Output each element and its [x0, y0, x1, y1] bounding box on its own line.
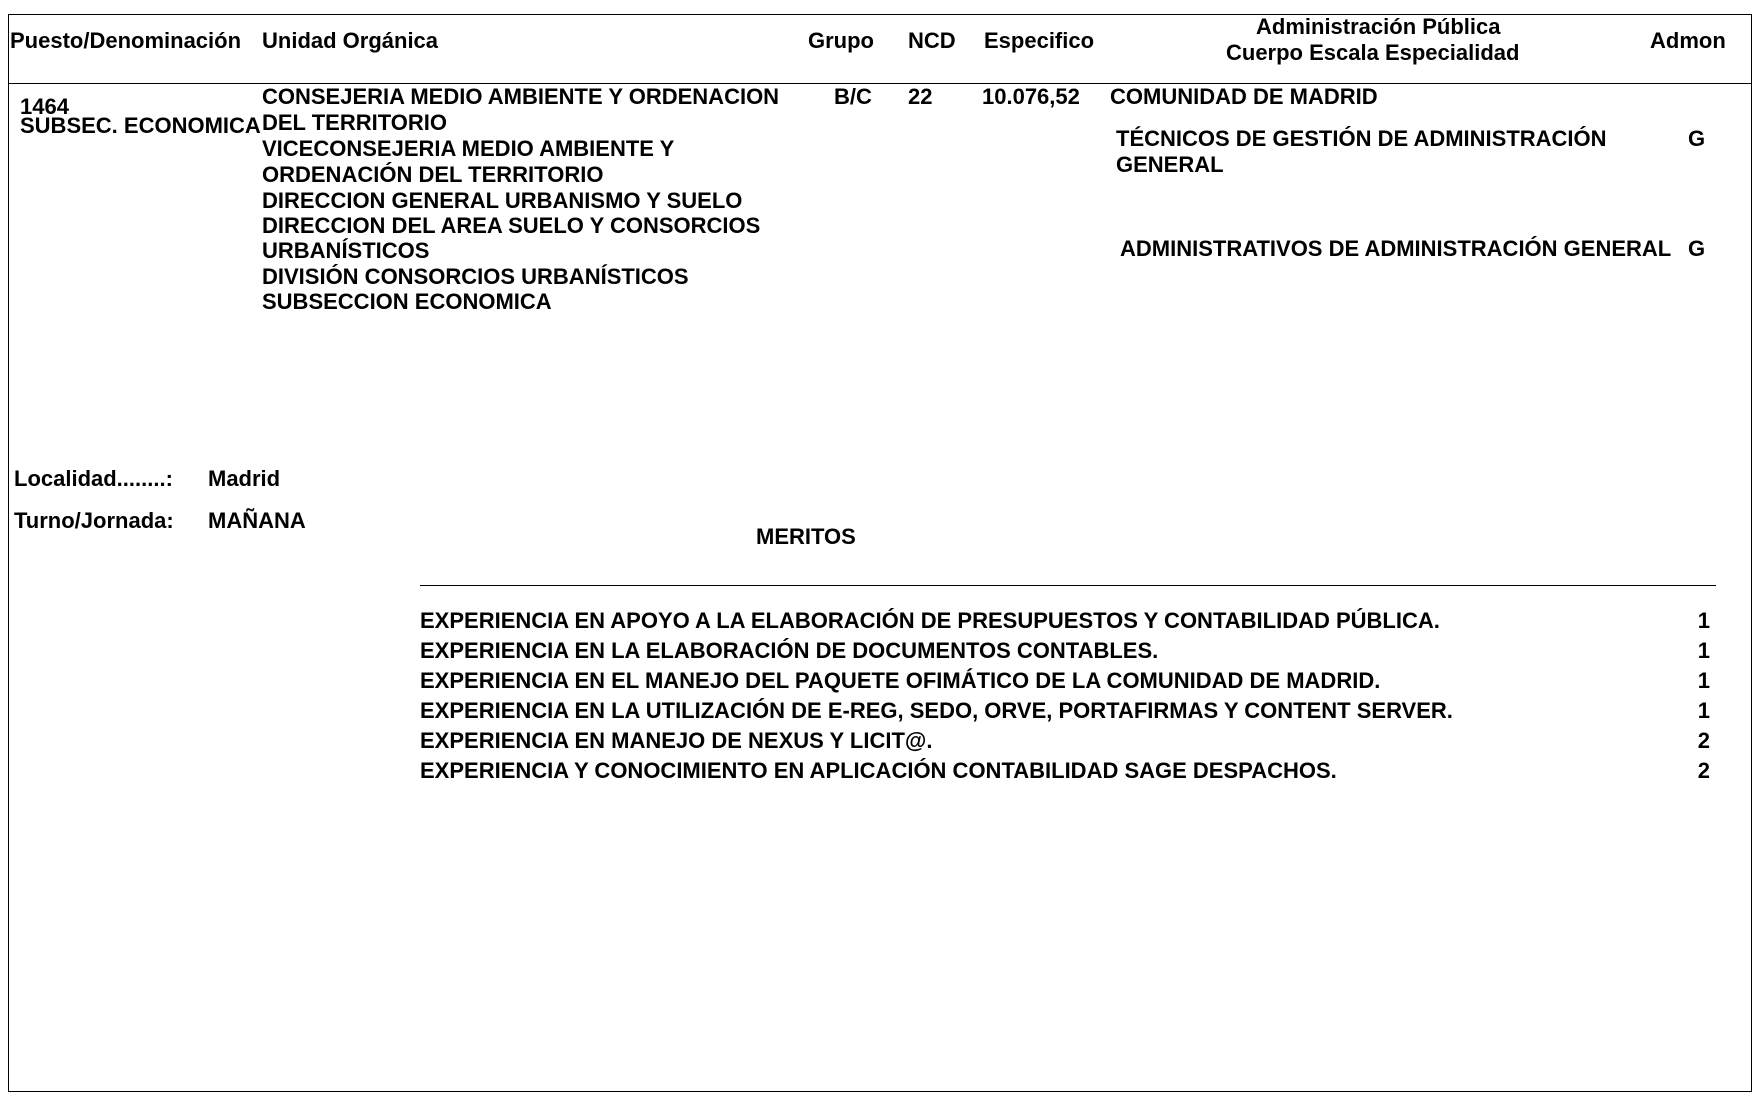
- unidad-line: DIRECCION GENERAL URBANISMO Y SUELO: [262, 188, 743, 213]
- puesto-numero: 1464: [20, 94, 69, 119]
- turno-label: Turno/Jornada:: [14, 508, 174, 533]
- cuerpo-1-line2: GENERAL: [1116, 152, 1224, 177]
- unidad-line: URBANÍSTICOS: [262, 238, 430, 263]
- merito-score: 1: [1697, 668, 1710, 693]
- header-especifico: Especifico: [984, 28, 1095, 53]
- merito-score: 2: [1697, 728, 1710, 753]
- merito-text: EXPERIENCIA EN LA UTILIZACIÓN DE E-REG, SEDO, ORVE, PORTAFIRMAS Y CONTENT SERVER.: [420, 698, 1453, 723]
- merito-text: EXPERIENCIA EN LA ELABORACIÓN DE DOCUMENTOS CONTABLES.: [420, 638, 1159, 663]
- unidad-line: VICECONSEJERIA MEDIO AMBIENTE Y: [262, 136, 675, 161]
- record-ncd: 22: [908, 84, 933, 109]
- header-puesto: Puesto/Denominación: [10, 28, 242, 53]
- record-administracion: COMUNIDAD DE MADRID: [1110, 84, 1378, 109]
- merito-score: 1: [1697, 638, 1710, 663]
- localidad-label: Localidad........:: [14, 466, 173, 491]
- meritos-divider: [420, 585, 1716, 586]
- header-grupo: Grupo: [808, 28, 874, 53]
- unidad-line: DEL TERRITORIO: [262, 110, 447, 135]
- unidad-line: SUBSECCION ECONOMICA: [262, 289, 552, 314]
- turno-value: MAÑANA: [208, 508, 306, 533]
- cuerpo-2-line1: ADMINISTRATIVOS DE ADMINISTRACIÓN GENERAL: [1120, 236, 1672, 261]
- header-ncd: NCD: [908, 28, 956, 53]
- record-grupo: B/C: [834, 84, 872, 109]
- unidad-line: DIRECCION DEL AREA SUELO Y CONSORCIOS: [262, 213, 761, 238]
- header-admon: Admon: [1650, 28, 1726, 53]
- cuerpo-1-admon: G: [1688, 126, 1706, 151]
- merito-text: EXPERIENCIA EN APOYO A LA ELABORACIÓN DE PRESUPUESTOS Y CONTABILIDAD PÚBLICA.: [420, 608, 1440, 633]
- header-admin-line2: Cuerpo Escala Especialidad: [1226, 40, 1520, 65]
- cuerpo-2-admon: G: [1688, 236, 1706, 261]
- unidad-line: ORDENACIÓN DEL TERRITORIO: [262, 162, 604, 187]
- merito-score: 1: [1697, 698, 1710, 723]
- unidad-line: DIVISIÓN CONSORCIOS URBANÍSTICOS: [262, 264, 689, 289]
- merito-text: EXPERIENCIA EN MANEJO DE NEXUS Y LICIT@.: [420, 728, 933, 753]
- record-especifico: 10.076,52: [982, 84, 1080, 109]
- unidad-line: CONSEJERIA MEDIO AMBIENTE Y ORDENACION: [262, 84, 780, 109]
- cuerpo-1-line1: TÉCNICOS DE GESTIÓN DE ADMINISTRACIÓN: [1116, 126, 1607, 151]
- meritos-title: MERITOS: [756, 524, 856, 549]
- puesto-denominacion: SUBSEC. ECONOMICA: [20, 113, 261, 138]
- merito-score: 1: [1697, 608, 1710, 633]
- header-admin-line1: Administración Pública: [1256, 14, 1501, 39]
- localidad-value: Madrid: [208, 466, 281, 491]
- header-unidad: Unidad Orgánica: [262, 28, 439, 53]
- merito-text: EXPERIENCIA Y CONOCIMIENTO EN APLICACIÓN CONTABILIDAD SAGE DESPACHOS.: [420, 758, 1337, 783]
- merito-score: 2: [1697, 758, 1710, 783]
- merito-text: EXPERIENCIA EN EL MANEJO DEL PAQUETE OFIMÁTICO DE LA COMUNIDAD DE MADRID.: [420, 668, 1381, 693]
